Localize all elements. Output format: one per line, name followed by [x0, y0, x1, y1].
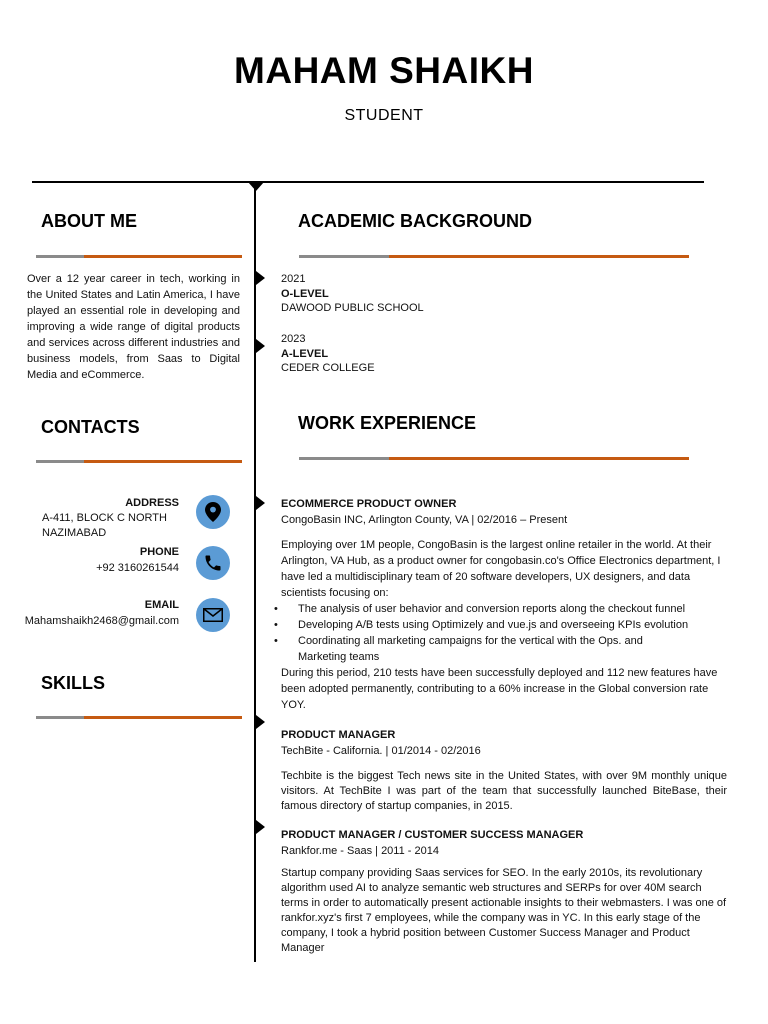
education-degree: A-LEVEL	[281, 347, 329, 360]
phone-icon	[203, 553, 223, 573]
phone-icon-circle	[196, 546, 230, 580]
job-summary: During this period, 210 tests have been successfully deployed and 112 new features have been adopted permanently, contributing to a 60% increase in the Global conversion rate YOY.	[281, 667, 718, 711]
address-line-1: A-411, BLOCK C NORTH	[42, 512, 167, 524]
education-school: CEDER COLLEGE	[281, 362, 375, 374]
resume-role: STUDENT	[344, 107, 424, 124]
address-icon-circle	[196, 495, 230, 529]
job-title: PRODUCT MANAGER / CUSTOMER SUCCESS MANAGER	[281, 829, 584, 841]
top-divider-pointer	[248, 182, 264, 191]
job-meta: Rankfor.me - Saas | 2011 - 2014	[281, 845, 439, 857]
education-school: DAWOOD PUBLIC SCHOOL	[281, 302, 424, 314]
timeline-line	[254, 183, 256, 962]
address-line-2: NAZIMABAD	[42, 527, 107, 539]
contacts-heading: CONTACTS	[41, 417, 140, 437]
job-bullet: • Developing A/B tests using Optimizely and vue.js and overseeing KPIs evolution	[281, 617, 727, 633]
work-underline	[299, 457, 689, 460]
timeline-marker	[256, 339, 265, 353]
about-text: Over a 12 year career in tech, working in the United States and Latin America, I have played an essential role in developing and improving a wide range of digital products and services across different industries and business models, from Saas to Digital Media and eCommerce.	[27, 273, 240, 381]
education-year: 2021	[281, 273, 306, 285]
job-description: Techbite is the biggest Tech news site in the United States, with over 9M monthly unique visitors. At TechBite I was part of the team that successfully launched BiteBase, their famous directory of startup companies, in 2015.	[281, 770, 727, 812]
resume-name: MAHAM SHAIKH	[234, 50, 534, 91]
job-title: ECOMMERCE PRODUCT OWNER	[281, 498, 457, 510]
education-year: 2023	[281, 333, 306, 345]
top-divider	[32, 181, 704, 183]
education-entry	[281, 332, 375, 376]
map-pin-icon	[205, 502, 221, 522]
skills-underline	[36, 716, 242, 719]
email-icon-circle	[196, 598, 230, 632]
job-meta: CongoBasin INC, Arlington County, VA | 02/2016 – Present	[281, 514, 568, 526]
job-description: Startup company providing Saas services for SEO. In the early 2010s, its revolutionary algorithm used AI to analyze semantic web structures and SERPs for over 40M search terms in order to automatically present actionable insights to their webmasters. I was one of rankfor.xyz's first 7 employees, while the company was in YC. In this early stage of the company, I took a hybrid position between Customer Success Manager and Product Manager	[281, 867, 727, 954]
about-heading: ABOUT ME	[41, 211, 137, 231]
address-label: ADDRESS	[125, 497, 179, 509]
timeline-marker	[256, 271, 265, 285]
email-label: EMAIL	[144, 599, 179, 611]
work-heading: WORK EXPERIENCE	[298, 413, 477, 433]
envelope-icon	[203, 608, 223, 622]
education-degree: O-LEVEL	[281, 287, 329, 300]
education-entry	[281, 272, 424, 316]
timeline-marker	[256, 715, 265, 729]
academic-heading: ACADEMIC BACKGROUND	[298, 211, 532, 231]
phone-label: PHONE	[139, 546, 179, 558]
timeline-marker	[256, 820, 265, 834]
academic-underline	[299, 255, 689, 258]
email-value: Mahamshaikh2468@gmail.com	[24, 615, 179, 627]
address-value	[42, 511, 167, 541]
contacts-underline	[36, 460, 242, 463]
job-bullet-list	[281, 601, 727, 665]
job-bullet: • Coordinating all marketing campaigns for the vertical with the Ops. and Marketing teams	[281, 633, 727, 665]
job-meta: TechBite - California. | 01/2014 - 02/2016	[281, 745, 481, 757]
phone-value: +92 3160261544	[96, 562, 179, 574]
job-title: PRODUCT MANAGER	[281, 729, 396, 741]
job-bullet: • The analysis of user behavior and conversion reports along the checkout funnel	[281, 601, 727, 617]
about-underline	[36, 255, 242, 258]
job-description: Employing over 1M people, CongoBasin is the largest online retailer in the world. At their Arlington, VA Hub, as a product owner for congobasin.co's Office Electronics department, I have led a multidisciplinary team of 20 software developers, UX designers, and data scientists focusing on:	[281, 539, 721, 599]
timeline-marker	[256, 496, 265, 510]
skills-heading: SKILLS	[41, 673, 106, 693]
